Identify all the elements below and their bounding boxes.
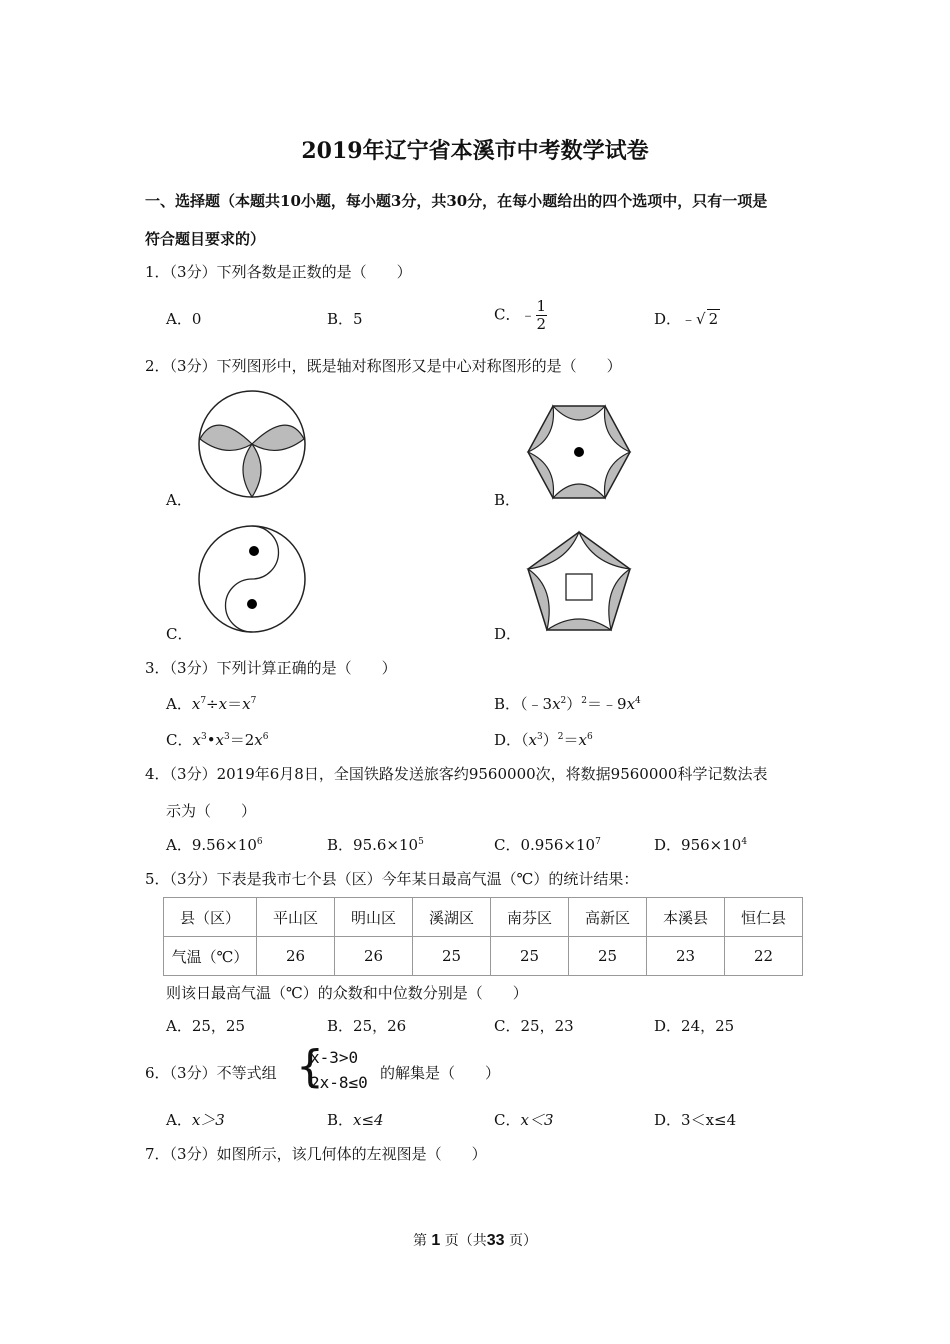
q6-stem-pre: 6．（3分）不等式组 xyxy=(145,1064,277,1082)
q1-option-a: A．0 xyxy=(166,310,202,328)
table-cell: 26 xyxy=(257,937,335,976)
q5-stem: 5．（3分）下表是我市七个县（区）今年某日最高气温（℃）的统计结果： xyxy=(145,870,639,888)
q1-c-fraction xyxy=(536,298,548,333)
table-cell: 23 xyxy=(647,937,725,976)
table-cell: 25 xyxy=(491,937,569,976)
q4-option-d xyxy=(654,834,747,855)
q3-option-a: A．$x^7\div x=x^7$ xyxy=(166,695,257,713)
footer-total-pages: 33 xyxy=(486,1232,505,1249)
page-footer xyxy=(0,1230,950,1250)
table-cell: 溪湖区 xyxy=(413,898,491,937)
q4-option-b xyxy=(327,834,424,855)
section-heading-line2: 符合题目要求的） xyxy=(145,230,266,248)
q4-b-label: B．95.6×10 xyxy=(327,836,419,854)
q1-c-label: C． xyxy=(494,305,521,324)
table-cell: 气温（℃） xyxy=(164,937,257,976)
q1-c-numerator: 1 xyxy=(536,297,547,315)
q5-option-b: B．25，26 xyxy=(327,1017,407,1035)
q4-option-a xyxy=(166,834,263,855)
q5-option-a: A．25，25 xyxy=(166,1017,246,1035)
footer-post: 页） xyxy=(509,1233,538,1249)
footer-mid: 页（共 xyxy=(444,1233,487,1249)
q4-b-exponent: 5 xyxy=(418,837,424,847)
q4-c-label: C．0.956×10 xyxy=(494,836,596,854)
trefoil-circle-figure xyxy=(196,389,308,499)
table-cell: 恒仁县 xyxy=(725,898,803,937)
q6-option-b xyxy=(327,1109,384,1130)
q1-d-label: D． xyxy=(654,310,682,328)
q6-option-d xyxy=(654,1109,736,1130)
q3-c-label: C． xyxy=(166,731,193,749)
q1-option-d xyxy=(654,308,720,329)
q6-a-expr: x＞3 xyxy=(191,1111,225,1129)
table-cell: 高新区 xyxy=(569,898,647,937)
q1-c-sign: ﹣ xyxy=(520,305,536,324)
q3-option-c: C．$x^3•x^3=2x^6$ xyxy=(166,731,269,749)
q6-option-a xyxy=(166,1109,225,1130)
q4-c-exponent: 7 xyxy=(595,837,601,847)
q3-b-label: B． xyxy=(494,695,521,713)
q6-option-c xyxy=(494,1109,554,1130)
q3-stem: 3．（3分）下列计算正确的是（ ） xyxy=(145,659,397,677)
hexagon-arcs-figure xyxy=(526,404,632,500)
q1-c-denominator: 2 xyxy=(536,315,547,333)
temperature-table xyxy=(163,897,803,976)
q2-option-b: B． xyxy=(494,491,521,509)
q1-d-sign: ﹣ xyxy=(681,310,697,328)
q4-d-label: D．956×10 xyxy=(654,836,742,854)
yin-yang-figure xyxy=(196,524,308,634)
q2-stem: 2．（3分）下列图形中，既是轴对称图形又是中心对称图形的是（ ） xyxy=(145,357,622,375)
q3-option-b: B．$(﹣3x^2)^2=﹣9x^4$ xyxy=(494,695,641,713)
table-cell: 县（区） xyxy=(164,898,257,937)
q2-option-d: D． xyxy=(494,625,522,643)
q1-d-radicand: 2 xyxy=(708,310,719,328)
page-title: 2019年辽宁省本溪市中考数学试卷 xyxy=(301,138,649,164)
section-heading-line1: 一、选择题（本题共10小题，每小题3分，共30分，在每小题给出的四个选项中，只有一项是 xyxy=(145,192,768,210)
q6-inequality-2: 2x-8≤0 xyxy=(310,1073,368,1092)
table-cell: 本溪县 xyxy=(647,898,725,937)
q4-d-exponent: 4 xyxy=(741,837,748,847)
table-cell: 平山区 xyxy=(257,898,335,937)
left-brace-icon: { xyxy=(296,1041,324,1092)
q5-option-c: C．25，23 xyxy=(494,1017,574,1035)
q2-option-a: A． xyxy=(166,491,192,509)
q3-a-label: A． xyxy=(166,695,192,713)
q6-c-label: C． xyxy=(494,1111,521,1129)
q6-a-label: A． xyxy=(166,1111,192,1129)
q6-d-expr: 3＜x≤4 xyxy=(681,1111,737,1129)
q7-stem: 7．（3分）如图所示，该几何体的左视图是（ ） xyxy=(145,1145,487,1163)
q6-stem-post: 的解集是（ ） xyxy=(380,1064,501,1082)
q4-option-c xyxy=(494,834,601,855)
table-cell: 25 xyxy=(413,937,491,976)
q1-option-c xyxy=(494,298,547,333)
q4-a-label: A．9.56×10 xyxy=(166,836,257,854)
sqrt-icon: √ xyxy=(696,310,706,328)
table-row xyxy=(164,937,803,976)
q4-stem-line1: 4．（3分）2019年6月8日，全国铁路发送旅客约9560000次，将数据9560000科学记数法表 xyxy=(145,765,768,783)
q6-b-expr: x≤4 xyxy=(353,1111,384,1129)
q5-after-table: 则该日最高气温（℃）的众数和中位数分别是（ ） xyxy=(166,984,528,1002)
footer-pre: 第 xyxy=(412,1233,427,1249)
table-cell: 明山区 xyxy=(335,898,413,937)
q3-d-label: D． xyxy=(494,731,522,749)
q2-option-c: C． xyxy=(166,625,193,643)
q3-option-d: D．$(x^3)^2=x^6$ xyxy=(494,731,593,749)
table-cell: 26 xyxy=(335,937,413,976)
q6-d-label: D． xyxy=(654,1111,682,1129)
q4-a-exponent: 6 xyxy=(256,837,263,847)
q5-option-d: D．24，25 xyxy=(654,1017,735,1035)
q4-stem-line2: 示为（ ） xyxy=(166,802,257,820)
q6-c-expr: x＜3 xyxy=(520,1111,554,1129)
pentagon-arcs-figure xyxy=(526,530,632,632)
q1-option-b: B．5 xyxy=(327,310,363,328)
q6-inequality-1: x-3>0 xyxy=(310,1048,359,1067)
table-cell: 22 xyxy=(725,937,803,976)
footer-page-number: 1 xyxy=(431,1232,441,1249)
table-cell: 南芬区 xyxy=(491,898,569,937)
table-row xyxy=(164,898,803,937)
table-cell: 25 xyxy=(569,937,647,976)
q6-b-label: B． xyxy=(327,1111,354,1129)
q1-stem: 1．（3分）下列各数是正数的是（ ） xyxy=(145,263,412,281)
